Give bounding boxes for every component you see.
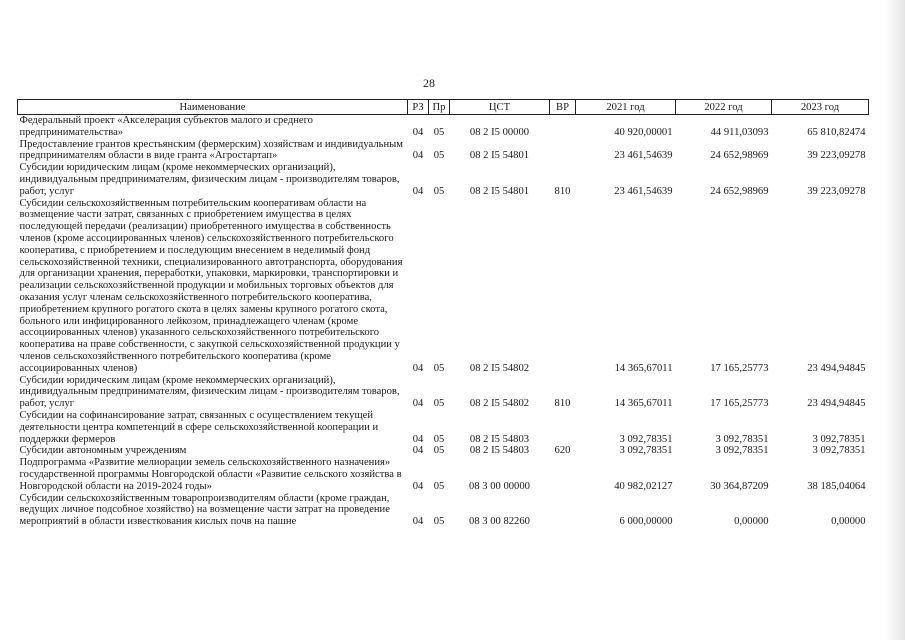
row-vr <box>550 115 576 139</box>
row-value-2022: 3 092,78351 <box>715 445 769 457</box>
row-pr: 05 <box>433 433 445 445</box>
row-vr: 810 <box>554 398 571 410</box>
row-pr: 05 <box>433 480 445 492</box>
header-cst: ЦСТ <box>450 100 550 115</box>
row-value-2021: 14 365,67011 <box>614 362 673 374</box>
row-value-2021: 3 092,78351 <box>619 433 673 445</box>
row-cst: 08 3 00 82260 <box>469 516 530 528</box>
table-row <box>18 139 869 163</box>
row-rz: 04 <box>412 126 424 138</box>
row-cst: 08 2 I5 54802 <box>469 398 530 410</box>
row-rz: 04 <box>412 150 424 162</box>
row-value-2021: 40 920,00001 <box>614 126 673 138</box>
header-name: Наименование <box>18 100 408 115</box>
row-cst: 08 2 I5 54801 <box>469 185 530 197</box>
scan-edge-shadow <box>885 0 905 640</box>
row-name: Субсидии на софинансирование затрат, связанных с осуществлением текущей деятельности центра компетенций в сфере сельскохозяйственной кооперации и поддержки фермеров <box>19 409 379 445</box>
row-cst: 08 3 00 00000 <box>469 480 530 492</box>
row-value-2022: 24 652,98969 <box>710 185 769 197</box>
row-value-2023: 3 092,78351 <box>812 445 866 457</box>
row-pr: 05 <box>433 150 445 162</box>
row-cst: 08 2 I5 54801 <box>469 150 530 162</box>
row-rz: 04 <box>412 185 424 197</box>
row-name: Подпрограмма «Развитие мелиорации земель сельскохозяйственного назначения» государственной программы Новгородской области «Развитие сельского хозяйства в Новгородской области на 2019-2024 годы» <box>19 457 402 492</box>
row-value-2023: 65 810,82474 <box>807 126 866 138</box>
row-name: Федеральный проект «Акселерация субъектов малого и среднего предпринимательства» <box>19 115 313 138</box>
row-name: Субсидии автономным учреждениям <box>19 445 187 457</box>
table-row <box>18 457 869 492</box>
row-name: Субсидии сельскохозяйственным потребительским кооперативам области на возмещение части затрат, связанных с приобретением имущества в целях последующей передачи (реализации) приобретенного имущества в собственность членов (кроме ассоциированных членов) сельскохозяйственного потребительского кооператива, с приобретением и последующим внесением в неделимый фонд сельскохозяйственной техники, специализированного автотранспорта, оборудования для организации хранения, переработки, упаковки, маркировки, транспортировки и реализации сельскохозяйственной продукции и мобильных торговых объектов для оказания услуг членам сельскохозяйственного потребительского кооператива, приобретением крупного рогатого скота в целях замены крупного рогатого скота, больного или инфицированного лейкозом, принадлежащего членам (кроме ассоциированных членов) указанного сельскохозяйственного потребительского кооператива на праве собственности, с закупкой сельскохозяйственной продукции у членов сельскохозяйственного потребительского кооператива (кроме ассоциированных членов) <box>19 197 403 374</box>
table-row <box>18 375 869 410</box>
page-number: 28 <box>423 76 435 90</box>
table-row <box>18 115 869 139</box>
row-rz: 04 <box>412 433 424 445</box>
row-value-2022: 0,00000 <box>734 516 769 528</box>
header-rz: РЗ <box>408 100 429 115</box>
row-vr <box>550 198 576 375</box>
row-rz: 04 <box>412 398 424 410</box>
row-rz: 04 <box>412 445 424 457</box>
row-vr <box>550 493 576 528</box>
row-pr: 05 <box>433 185 445 197</box>
row-vr: 620 <box>554 445 571 457</box>
row-name: Субсидии юридическим лицам (кроме некоммерческих организаций), индивидуальным предпринимателям, физическим лицам - производителям товаров, работ, услуг <box>19 162 400 197</box>
table-row <box>18 410 869 445</box>
table-row <box>18 162 869 197</box>
row-rz: 04 <box>412 516 424 528</box>
row-value-2022: 30 364,87209 <box>710 480 769 492</box>
row-rz: 04 <box>412 480 424 492</box>
row-value-2023: 3 092,78351 <box>812 433 866 445</box>
table-header-row <box>18 100 869 115</box>
header-2021: 2021 год <box>576 100 676 115</box>
row-value-2021: 14 365,67011 <box>614 398 673 410</box>
header-pr: Пр <box>429 100 450 115</box>
table-row <box>18 493 869 528</box>
row-vr <box>550 139 576 163</box>
row-cst: 08 2 I5 54802 <box>469 362 530 374</box>
row-pr: 05 <box>433 445 445 457</box>
row-rz: 04 <box>412 362 424 374</box>
row-value-2021: 40 982,02127 <box>614 480 673 492</box>
table-row <box>18 198 869 375</box>
header-2022: 2022 год <box>676 100 772 115</box>
row-value-2021: 6 000,00000 <box>619 516 673 528</box>
row-name: Предоставление грантов крестьянским (фермерским) хозяйствам и индивидуальным предпринимателям области в виде гранта «Агростартап» <box>19 138 403 162</box>
row-value-2021: 3 092,78351 <box>619 445 673 457</box>
row-value-2022: 24 652,98969 <box>710 150 769 162</box>
header-vr: ВР <box>550 100 576 115</box>
row-value-2022: 17 165,25773 <box>710 362 769 374</box>
row-pr: 05 <box>433 398 445 410</box>
row-value-2022: 17 165,25773 <box>710 398 769 410</box>
row-cst: 08 2 I5 54803 <box>469 445 530 457</box>
row-value-2021: 23 461,54639 <box>614 185 673 197</box>
budget-table <box>17 99 869 528</box>
row-value-2022: 44 911,03093 <box>710 126 769 138</box>
row-value-2023: 23 494,94845 <box>807 398 866 410</box>
header-2023: 2023 год <box>772 100 869 115</box>
row-value-2023: 38 185,04064 <box>807 480 866 492</box>
row-value-2021: 23 461,54639 <box>614 150 673 162</box>
row-vr: 810 <box>554 185 571 197</box>
row-value-2023: 0,00000 <box>831 516 866 528</box>
row-value-2023: 39 223,09278 <box>807 185 866 197</box>
row-name: Субсидии юридическим лицам (кроме некоммерческих организаций), индивидуальным предпринимателям, физическим лицам - производителям товаров, работ, услуг <box>19 374 400 410</box>
row-value-2023: 23 494,94845 <box>807 362 866 374</box>
row-value-2023: 39 223,09278 <box>807 150 866 162</box>
row-vr <box>550 457 576 492</box>
table-row <box>18 445 869 457</box>
row-name: Субсидии сельскохозяйственным товаропроизводителям области (кроме граждан, ведущих личное подсобное хозяйство) на возмещение части затрат на проведение мероприятий в области известкования кислых почв на пашне <box>19 492 390 528</box>
row-pr: 05 <box>433 126 445 138</box>
row-pr: 05 <box>433 516 445 528</box>
table-body <box>18 115 869 528</box>
row-value-2022: 3 092,78351 <box>715 433 769 445</box>
row-vr <box>550 410 576 445</box>
row-cst: 08 2 I5 54803 <box>469 433 530 445</box>
row-pr: 05 <box>433 362 445 374</box>
row-cst: 08 2 I5 00000 <box>469 126 530 138</box>
